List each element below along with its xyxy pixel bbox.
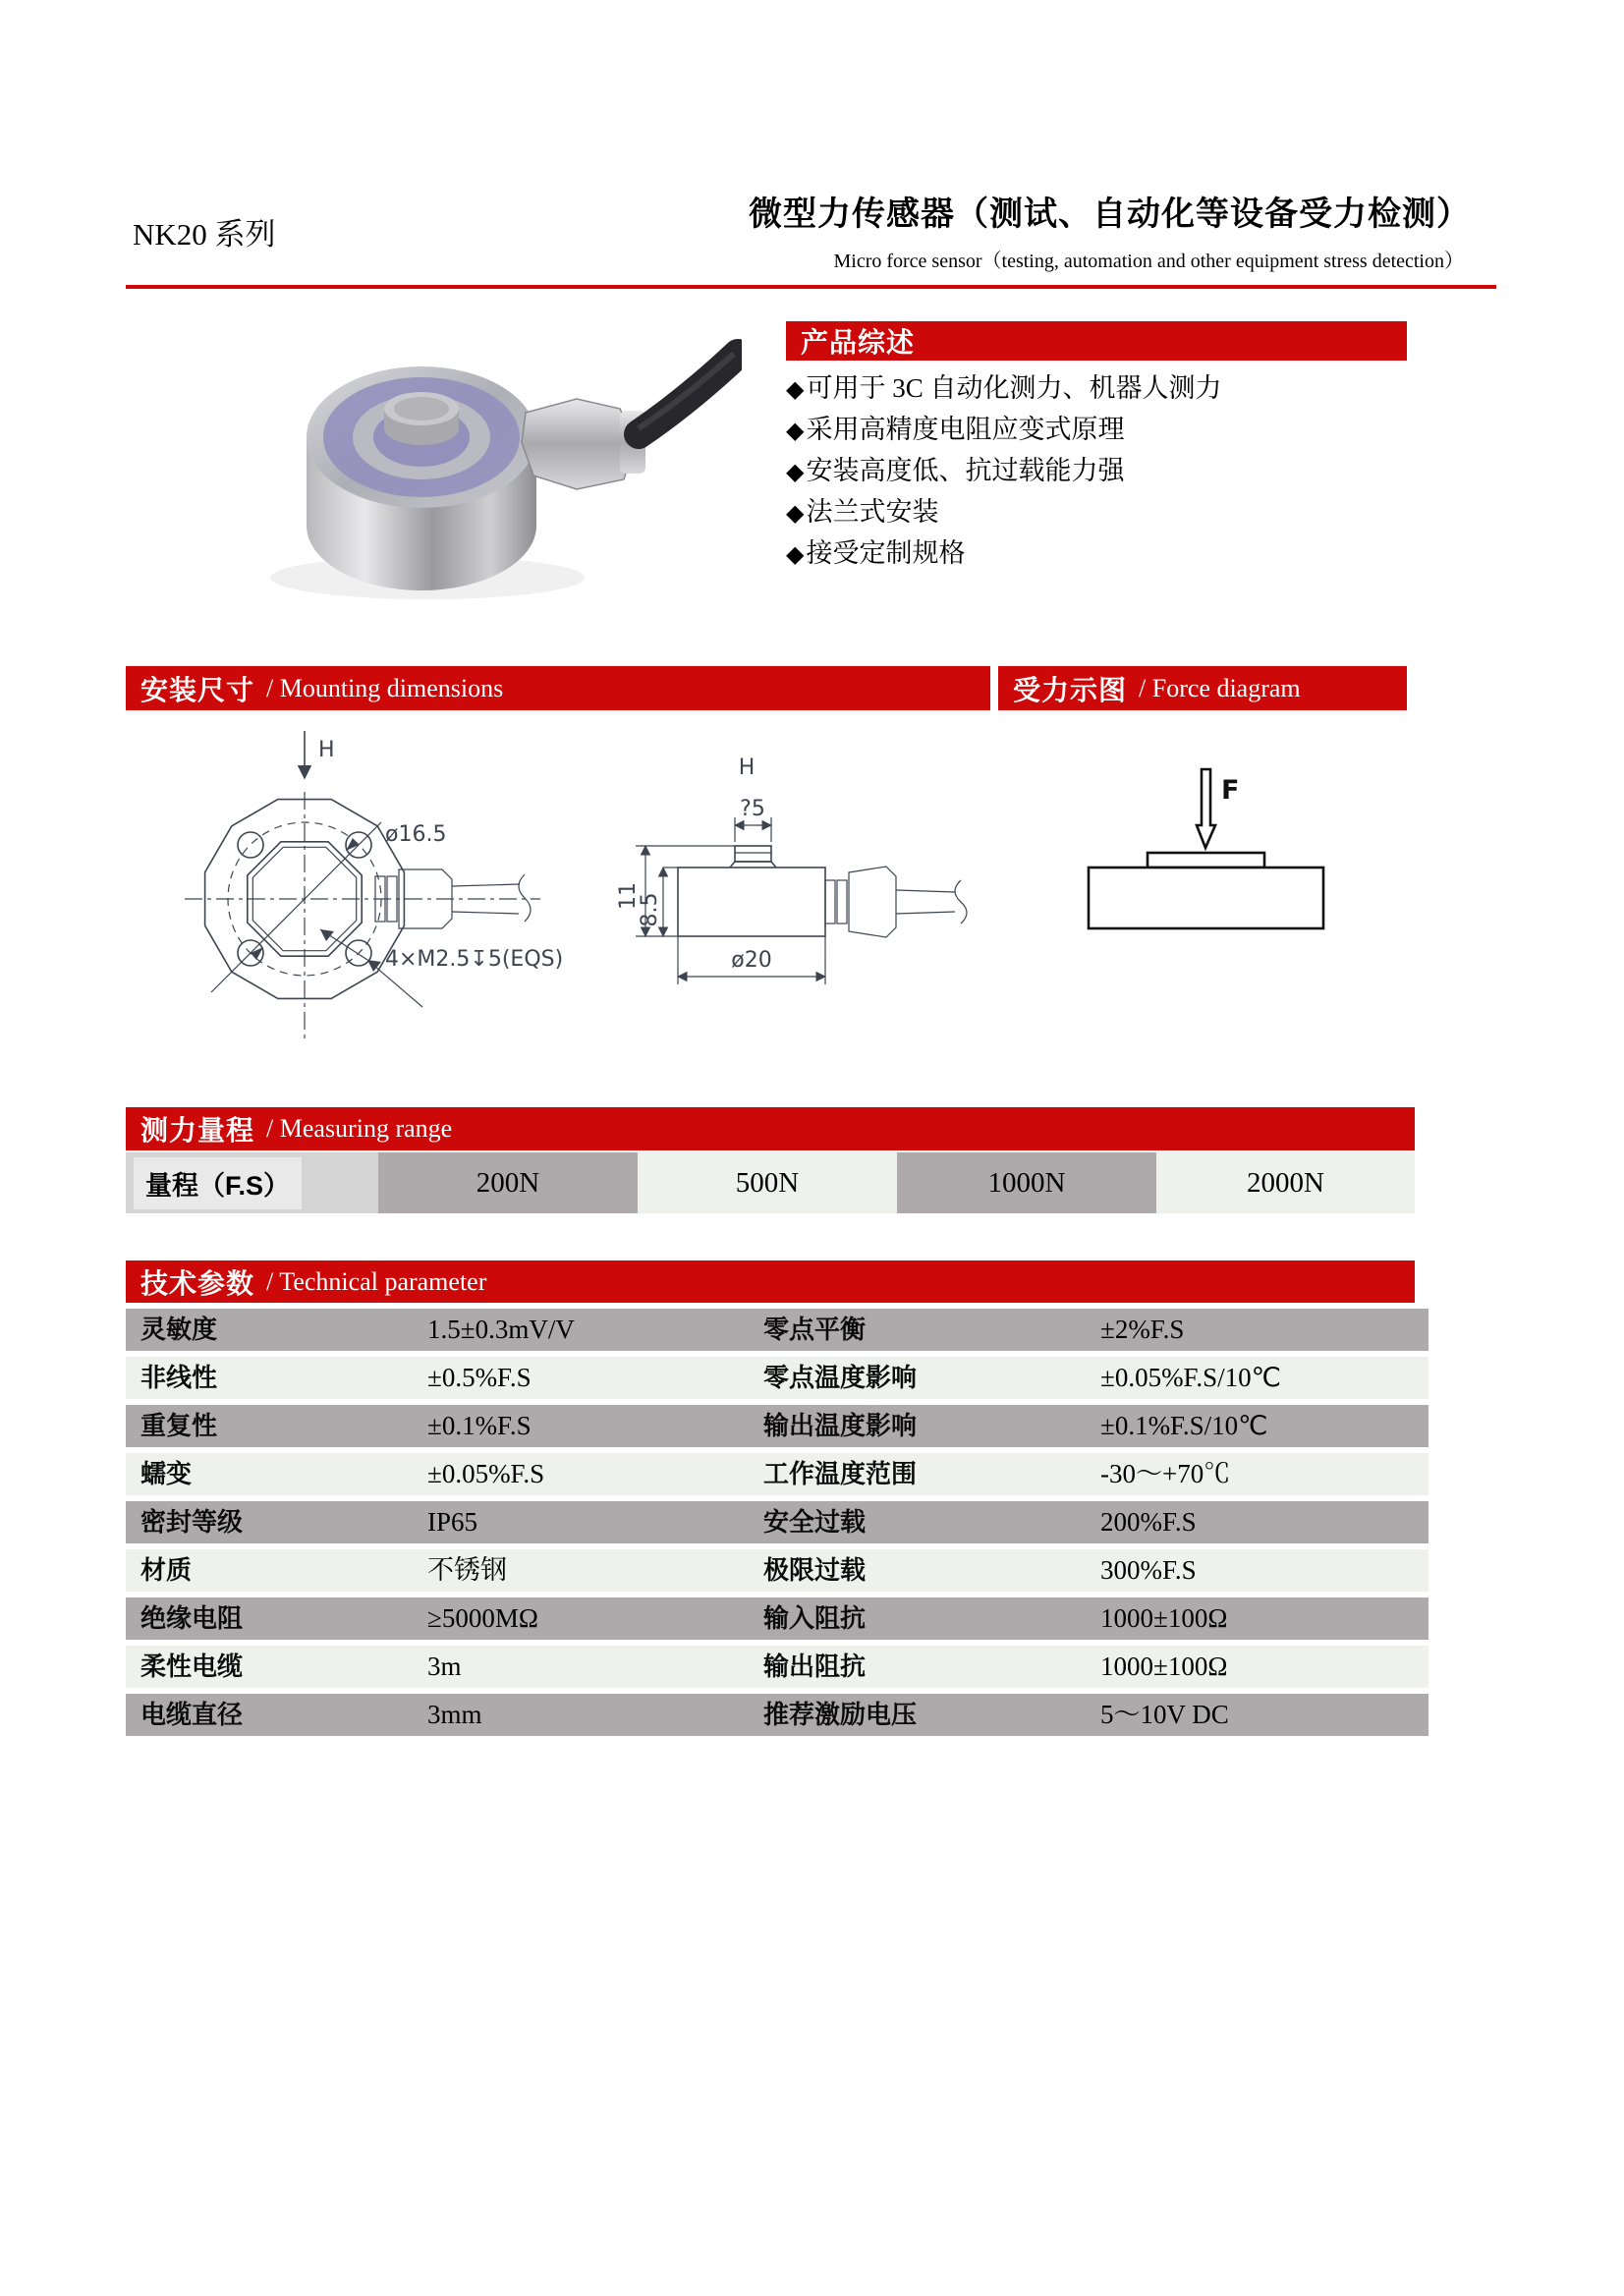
param-label: 极限过载 [749, 1549, 1095, 1592]
force-arrow [1197, 769, 1215, 848]
dimension-arrowhead [346, 838, 359, 851]
range-value-cell: 500N [638, 1152, 897, 1213]
param-label: 密封等级 [126, 1501, 422, 1543]
param-value: ≥5000MΩ [414, 1597, 756, 1640]
param-value: 200%F.S [1087, 1501, 1428, 1543]
cable-line [896, 912, 955, 914]
header-rule [126, 285, 1496, 289]
param-value: ±2%F.S [1087, 1309, 1428, 1351]
param-value: 300%F.S [1087, 1549, 1428, 1592]
button-top-inner [394, 397, 449, 420]
param-value: 3m [414, 1646, 756, 1688]
param-label: 绝缘电阻 [126, 1597, 422, 1640]
table-row [126, 1501, 1415, 1543]
range-value-cell: 2000N [1156, 1152, 1415, 1213]
range-value-cell: 1000N [897, 1152, 1156, 1213]
height-ref-label: H [738, 756, 756, 780]
param-label: 零点平衡 [749, 1309, 1095, 1351]
diameter-dimension-line [211, 822, 381, 992]
tech-title-zh: 技术参数 [140, 1267, 255, 1299]
connector-ring [837, 880, 847, 924]
list-item: ◆法兰式安装 [786, 497, 939, 527]
load-button [735, 846, 771, 862]
load-direction-label: H [318, 738, 335, 762]
diamond-bullet-icon: ◆ [786, 501, 805, 527]
diamond-bullet-icon: ◆ [786, 542, 805, 568]
param-label: 输出阻抗 [749, 1646, 1095, 1688]
range-title-en: / Measuring range [266, 1114, 453, 1143]
param-value: 1000±100Ω [1087, 1646, 1428, 1688]
front-view-drawing [128, 717, 599, 1051]
param-value: ±0.05%F.S [414, 1453, 756, 1495]
bolt-hole [238, 832, 263, 858]
range-section-bar [126, 1107, 1415, 1150]
range-row-label: 量程（F.S） [134, 1157, 302, 1209]
param-label: 电缆直径 [126, 1694, 422, 1736]
dimension-arrowhead [251, 947, 263, 960]
param-value: ±0.1%F.S [414, 1405, 756, 1447]
param-value: ±0.1%F.S/10℃ [1087, 1405, 1428, 1447]
force-section-bar [998, 666, 1407, 710]
button-diameter-label: ?5 [740, 797, 765, 821]
table-row [126, 1357, 1415, 1399]
connector-nut [849, 867, 896, 937]
thread-spec-label: 4×M2.5↧5(EQS) [385, 947, 564, 972]
series-name: NK20 系列 [133, 217, 276, 252]
force-title-zh: 受力示图 [1013, 674, 1128, 705]
list-item: ◆采用高精度电阻应变式原理 [786, 415, 1125, 444]
param-value: 1000±100Ω [1087, 1597, 1428, 1640]
cable-nut [522, 399, 636, 489]
tech-title-en: / Technical parameter [266, 1266, 487, 1296]
overview-header: 产品综述 [801, 327, 916, 358]
range-row-label-cell [126, 1152, 378, 1213]
body-height-label: 8.5 [638, 892, 662, 927]
param-value: -30～+70℃ [1087, 1453, 1428, 1495]
mounting-title-en: / Mounting dimensions [266, 673, 504, 702]
table-row [126, 1453, 1415, 1495]
param-value: IP65 [414, 1501, 756, 1543]
side-view-drawing [599, 717, 1002, 1051]
param-label: 材质 [126, 1549, 422, 1592]
table-row [126, 1646, 1415, 1688]
total-height-label: 11 [616, 882, 641, 910]
param-label: 工作温度范围 [749, 1453, 1095, 1495]
param-value: 1.5±0.3mV/V [414, 1309, 756, 1351]
param-value: ±0.05%F.S/10℃ [1087, 1357, 1428, 1399]
param-label: 蠕变 [126, 1453, 422, 1495]
param-label: 灵敏度 [126, 1309, 422, 1351]
param-value: 3mm [414, 1694, 756, 1736]
param-value: 不锈钢 [414, 1549, 756, 1592]
param-label: 柔性电缆 [126, 1646, 422, 1688]
param-value: ±0.5%F.S [414, 1357, 756, 1399]
force-diagram [1061, 742, 1454, 1017]
page-subtitle: Micro force sensor（testing, automation and other equipment stress detection） [833, 251, 1464, 272]
param-value: 5～10V DC [1087, 1694, 1428, 1736]
page-title: 微型力传感器（测试、自动化等设备受力检测） [749, 196, 1471, 233]
button-flare [730, 862, 776, 868]
thread-leader-line [320, 929, 367, 960]
sensor-body-outline [678, 868, 825, 936]
table-row [126, 1549, 1415, 1592]
tech-section-bar [126, 1260, 1415, 1303]
table-row [126, 1597, 1415, 1640]
param-label: 重复性 [126, 1405, 422, 1447]
force-label: F [1221, 775, 1240, 806]
outer-diameter-label: ø20 [731, 948, 772, 973]
load-button-top [1148, 853, 1264, 868]
param-label: 安全过载 [749, 1501, 1095, 1543]
list-item: ◆安装高度低、抗过载能力强 [786, 456, 1125, 485]
mounting-title-zh: 安装尺寸 [140, 674, 255, 705]
sensor-block [1089, 868, 1323, 928]
overview-header-bar [786, 321, 1407, 361]
diamond-bullet-icon: ◆ [786, 460, 805, 485]
mounting-section-bar [126, 666, 990, 710]
table-row [126, 1309, 1415, 1351]
force-title-en: / Force diagram [1139, 673, 1301, 702]
range-value-cell: 200N [378, 1152, 638, 1213]
range-table [126, 1152, 1415, 1213]
cable-break-symbol [955, 880, 967, 924]
param-label: 输出温度影响 [749, 1405, 1095, 1447]
cable-line [452, 884, 519, 886]
bolt-circle-diameter-label: ø16.5 [385, 822, 447, 847]
connector-ring [825, 880, 835, 924]
table-row [126, 1694, 1415, 1736]
cable-line [896, 890, 955, 892]
product-photo [192, 314, 742, 619]
cable-line [452, 912, 519, 914]
range-title-zh: 测力量程 [140, 1115, 255, 1146]
param-label: 推荐激励电压 [749, 1694, 1095, 1736]
list-item: ◆接受定制规格 [786, 538, 966, 568]
param-label: 非线性 [126, 1357, 422, 1399]
list-item: ◆可用于 3C 自动化测力、机器人测力 [786, 373, 1222, 403]
table-row [126, 1405, 1415, 1447]
param-label: 零点温度影响 [749, 1357, 1095, 1399]
diamond-bullet-icon: ◆ [786, 377, 805, 403]
diamond-bullet-icon: ◆ [786, 419, 805, 444]
overview-bullet-list [786, 367, 1415, 574]
param-label: 输入阻抗 [749, 1597, 1095, 1640]
cable-break-symbol [519, 874, 531, 922]
